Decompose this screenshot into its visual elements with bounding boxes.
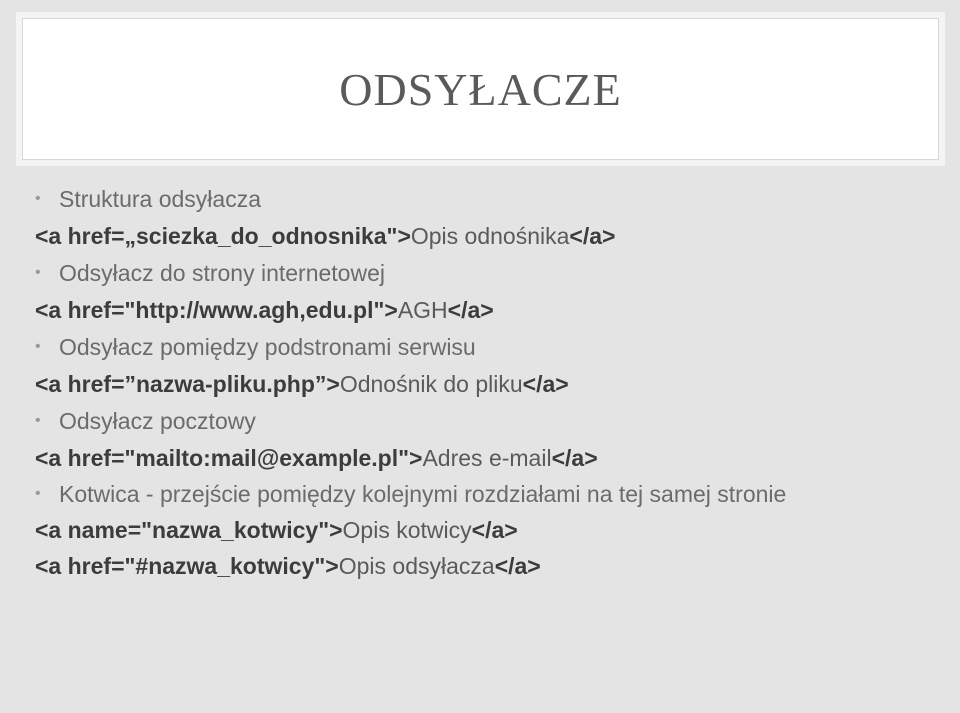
code-suffix: </a> [494, 553, 541, 579]
slide-title: ODSYŁACZE [339, 63, 622, 115]
code-structure [35, 218, 915, 254]
code-prefix: <a href=„sciezka_do_odnosnika"> [35, 223, 411, 249]
code-suffix: </a> [569, 223, 616, 249]
code-text: Opis odsyłacza [338, 553, 495, 579]
bullet-subpage-link: • Odsyłacz pomiędzy podstronami serwisu [35, 330, 915, 364]
code-prefix: <a href=”nazwa-pliku.php”> [35, 371, 340, 397]
code-anchor-href [35, 548, 915, 584]
slide-content [35, 180, 915, 584]
code-suffix: </a> [551, 445, 598, 471]
bullet-anchor: • Kotwica - przejście pomiędzy kolejnymi rozdziałami na tej samej stronie [35, 478, 915, 510]
code-prefix: <a name="nazwa_kotwicy"> [35, 517, 343, 543]
code-text: AGH [397, 297, 448, 323]
bullet-website-link: • Odsyłacz do strony internetowej [35, 256, 915, 290]
title-box [22, 18, 939, 160]
code-text: Opis kotwicy [342, 517, 472, 543]
code-text: Adres e-mail [422, 445, 552, 471]
bullet-mail-link: • Odsyłacz pocztowy [35, 404, 915, 438]
code-suffix: </a> [471, 517, 518, 543]
code-suffix: </a> [447, 297, 494, 323]
code-mail-link [35, 440, 915, 476]
code-subpage-link [35, 366, 915, 402]
code-prefix: <a href="mailto:mail@example.pl"> [35, 445, 423, 471]
bullet-structure: • Struktura odsyłacza [35, 182, 915, 216]
code-suffix: </a> [522, 371, 569, 397]
code-prefix: <a href="#nazwa_kotwicy"> [35, 553, 339, 579]
code-text: Opis odnośnika [410, 223, 570, 249]
code-text: Odnośnik do pliku [339, 371, 523, 397]
code-website-link [35, 292, 915, 328]
code-anchor-name [35, 512, 915, 548]
code-prefix: <a href="http://www.agh,edu.pl"> [35, 297, 398, 323]
